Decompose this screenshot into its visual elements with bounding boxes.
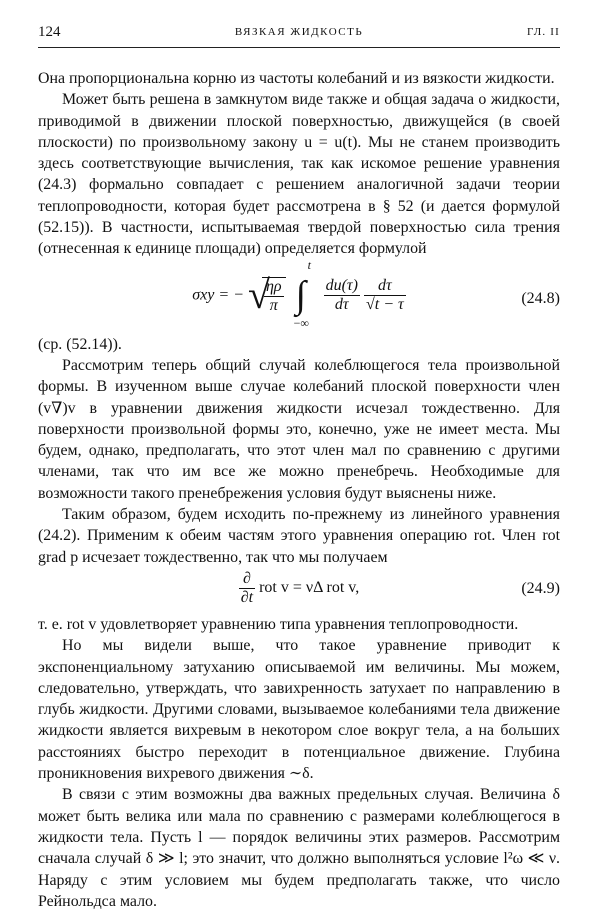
paragraph-8: В связи с этим возможны два важных предельных случая. Величина δ может быть велика или мала по сравнению с размерами колеблющегося в жидкости тела. Пусть l — порядок величины этих размеров. Рассмотрим сначала случай δ ≫ l; это значит, что должно выполняться условие l²ω ≪ ν. Наряду с этим условием мы будем предполагать также, что число Рейнольдса мало. <box>38 786 560 910</box>
running-header <box>38 24 560 44</box>
eq2-number: (24.9) <box>521 579 560 597</box>
chapter-label: ГЛ. II <box>526 26 560 38</box>
eq1-sqrt: √ $\frac{\eta\rho}{\pi}$ <box>248 277 286 315</box>
paragraph-1: Она пропорциональна корню из частоты колебаний и из вязкости жидкости. <box>38 70 555 87</box>
equation-24-9 <box>38 568 560 614</box>
equation-24-8: σxy = − √ $\frac{\eta\rho}{\pi}$ t ∫ −∞ $\frac{du(\tau)}{d\tau}$ $\frac{d\tau}{√t - \tau}$ (24.8) <box>192 257 560 330</box>
header-rule <box>38 47 560 48</box>
eq2-body: rot v = νΔ rot v, <box>259 579 360 597</box>
text-body <box>38 68 560 912</box>
eq1-lower-limit: −∞ <box>293 315 309 330</box>
running-title: ВЯЗКАЯ ЖИДКОСТЬ <box>234 26 364 38</box>
paragraph-5: Таким образом, будем исходить по-прежнему из линейного уравнения (24.2). Применим к обеим частям этого уравнения операцию rot. Член rot grad p исчезает тождественно, так что мы получаем <box>38 506 560 566</box>
paragraph-7: Но мы видели выше, что такое уравнение приводит к экспоненциальному затуханию описываемой им величины. Мы можем, следовательно, утверждать, что завихренность затухает по направлению в глубь жидкости. Другими словами, вызываемое колебаниями тела движение жидкости является вихревым в некотором слое вокруг тела, а на больших расстояниях быстро переходит в потенциальное движение. Глубина проникновения вихревого движения ∼δ. <box>38 637 560 783</box>
eq1-frac1-den: dτ <box>334 296 349 314</box>
eq1-upper-limit: t <box>307 257 311 272</box>
page-number: 124 <box>38 24 61 40</box>
eq1-integral: t ∫ −∞ <box>293 257 311 330</box>
eq1-number: (24.8) <box>521 289 560 307</box>
eq1-frac2-den: t − τ <box>374 296 404 314</box>
eq1-frac2-num: dτ <box>364 277 406 296</box>
eq2-d-den: ∂t <box>240 588 254 606</box>
paragraph-2: Может быть решена в замкнутом виде также и общая задача о жидкости, приводимой в движении плоской поверхностью, движущейся (в своей плоскости) по произвольному закону u = u(t). Мы не станем производить здесь соответствующие вычисления, так как искомое решение уравнения (24.3) формально совпадает с решением аналогичной задачи теории теплопроводности, которая будет рассмотрена в § 52 (и дается формулой (52.15)). В частности, испытываемая твердой поверхностью сила трения (отнесенная к единице площади) определяется формулой <box>38 91 560 258</box>
paragraph-3: (ср. (52.14)). <box>38 335 122 353</box>
eq1-sqrt-den: π <box>269 296 278 314</box>
paragraph-4: Рассмотрим теперь общий случай колеблющегося тела произвольной формы. В изученном выше случае колебаний плоской поверхности член (v∇)v в уравнении движения жидкости исчезал тождественно. Для поверхности произвольной формы это, конечно, уже не имеет места. Мы будем, однако, предполагать, что этот член мал по сравнению с другими членами, так что им все же можно пренебречь. Необходимые для возможности такого пренебрежения условия будут выяснены ниже. <box>38 356 560 502</box>
eq2-d-num: ∂ <box>239 570 255 589</box>
eq1-sqrt-num: ηρ <box>265 277 282 295</box>
paragraph-6: т. е. rot v удовлетворяет уравнению типа уравнения теплопроводности. <box>38 615 519 633</box>
eq1-frac1-num: du(τ) <box>325 277 358 295</box>
eq1-lhs: σxy = − <box>192 286 244 304</box>
